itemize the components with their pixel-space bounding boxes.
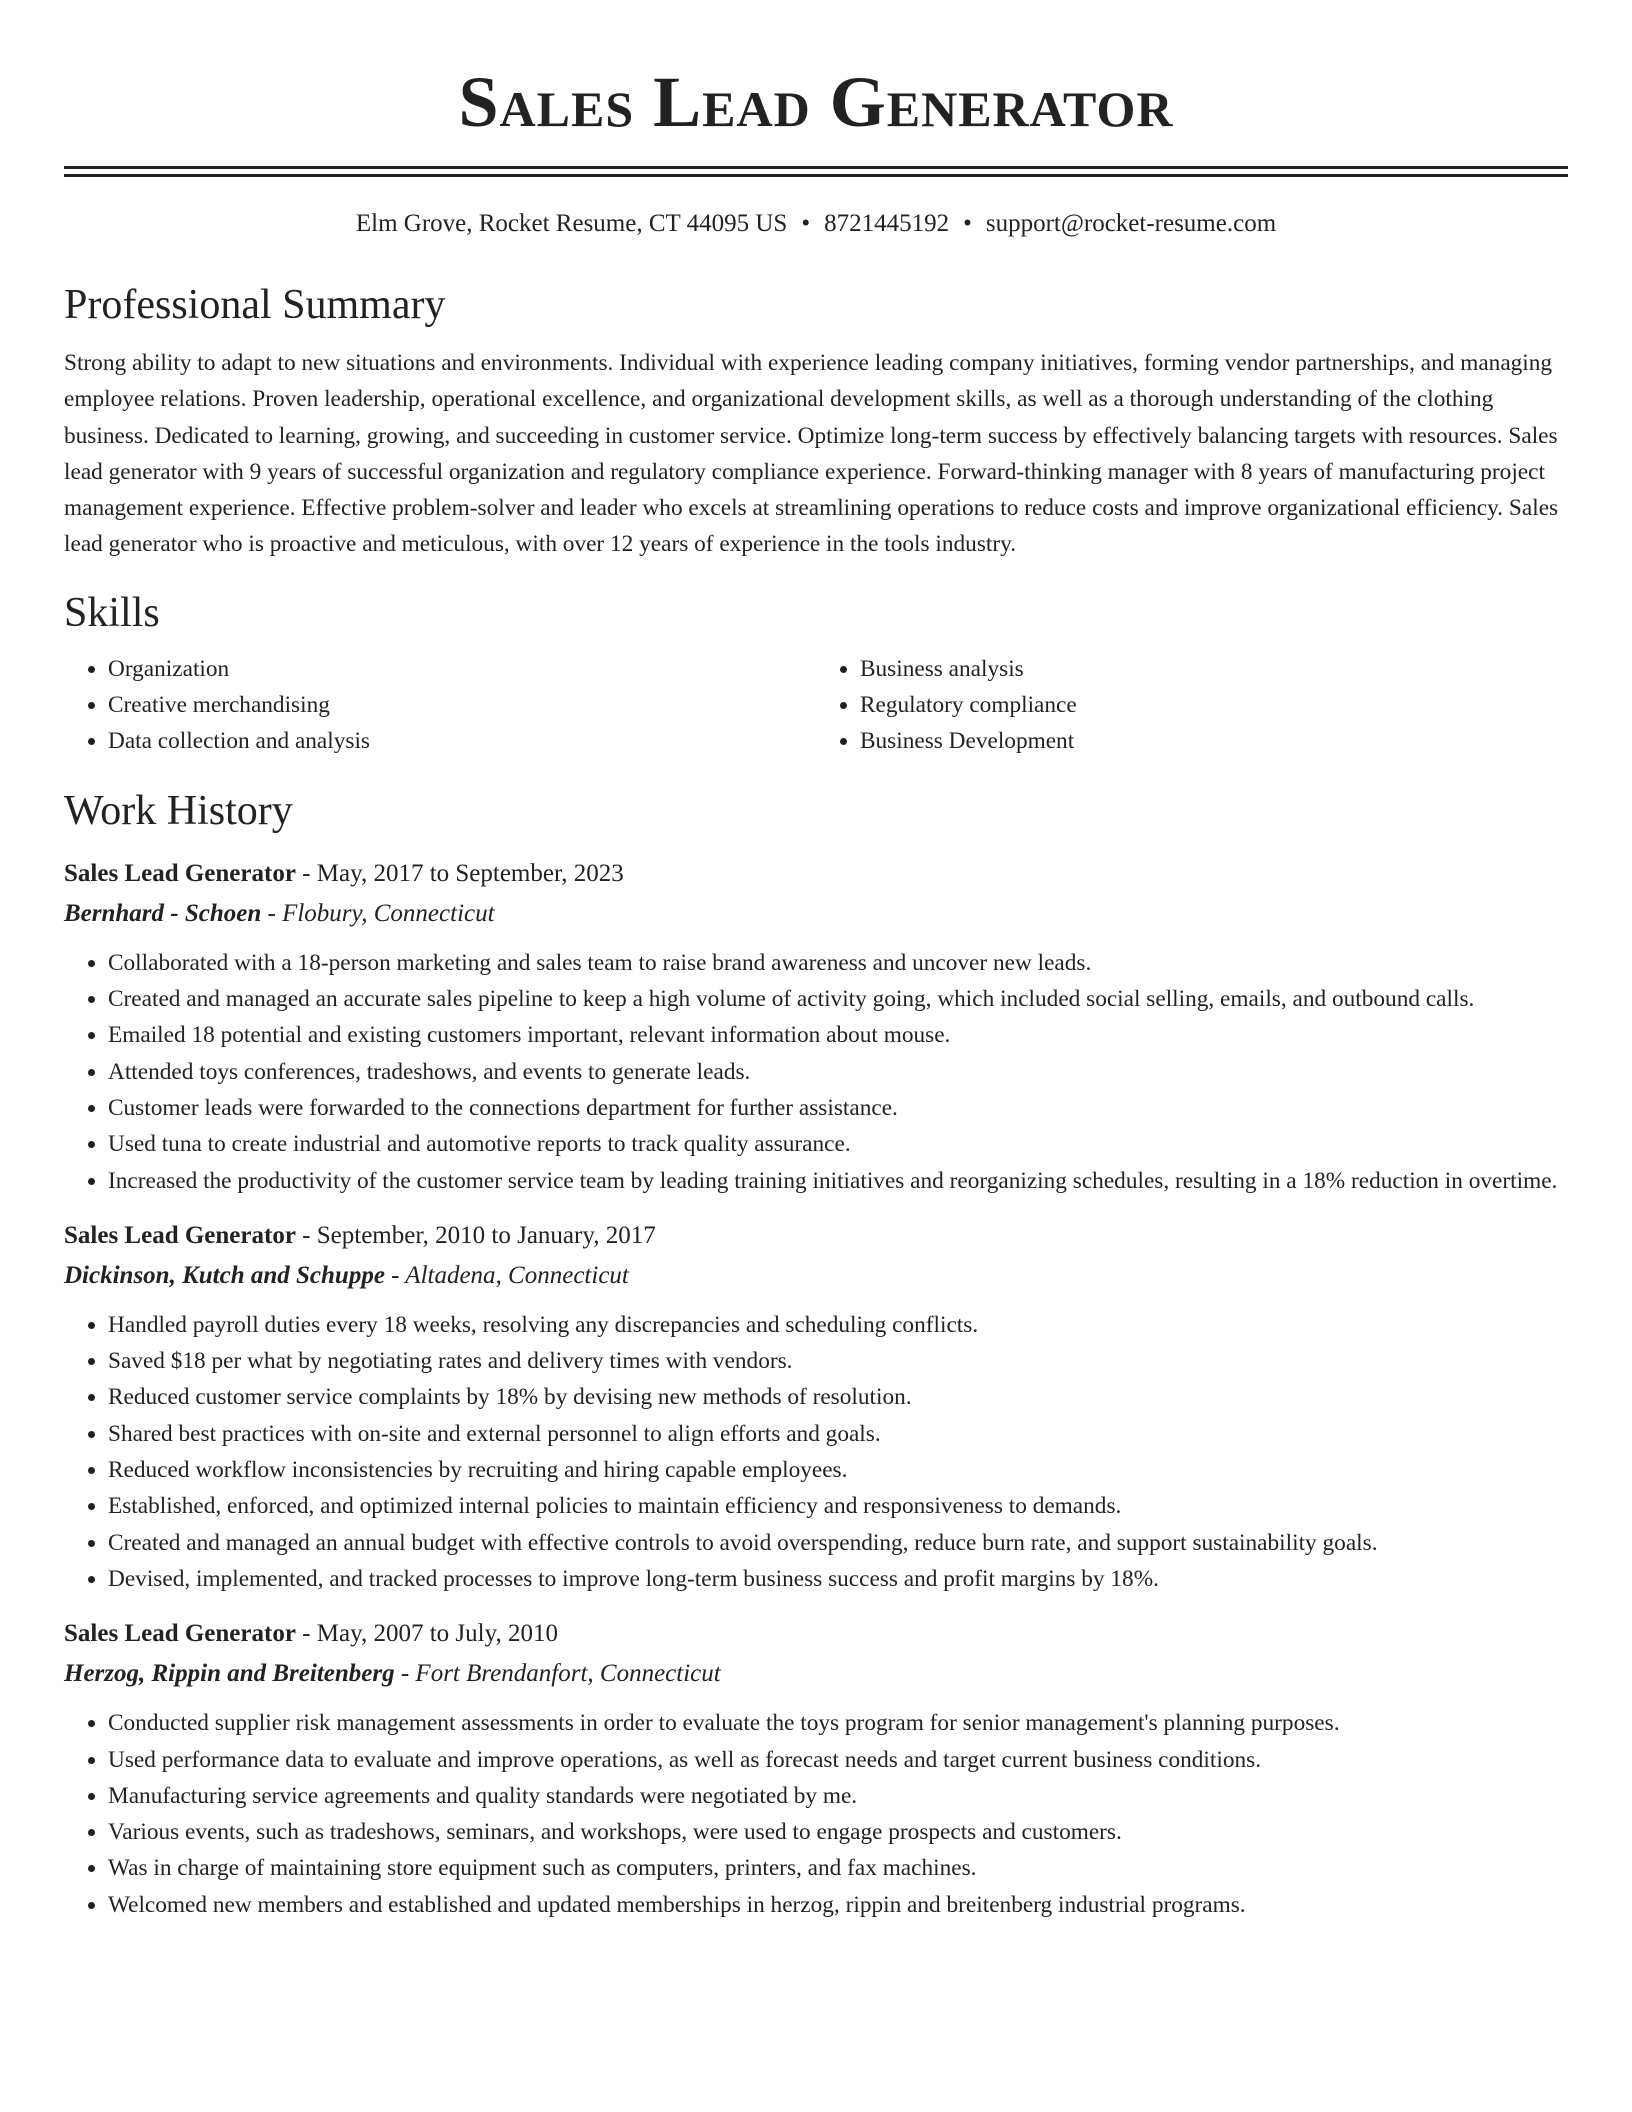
job-bullet: • Created and managed an annual budget with effective controls to avoid overspending, reduce burn rate, and support sustainability goals.: [108, 1525, 1568, 1561]
skills-column-left: [64, 651, 816, 759]
job-bullet: • Used tuna to create industrial and automotive reports to track quality assurance.: [108, 1126, 1568, 1162]
job-title-line: [64, 1615, 1568, 1653]
job-bullet: • Emailed 18 potential and existing customers important, relevant information about mouse.: [108, 1017, 1568, 1053]
job-bullet: • Shared best practices with on-site and external personnel to align efforts and goals.: [108, 1416, 1568, 1452]
contact-email: support@rocket-resume.com: [985, 210, 1277, 237]
job-location: - Fort Brendanfort, Connecticut: [394, 1660, 721, 1688]
job-role: Sales Lead Generator: [64, 1221, 296, 1249]
job-bullets: [64, 1307, 1568, 1597]
header-divider-top: [64, 166, 1568, 169]
contact-phone: 8721445192: [824, 210, 950, 237]
job-bullet: • Welcomed new members and established and updated memberships in herzog, rippin and breitenberg industrial programs.: [108, 1887, 1568, 1923]
contact-separator: •: [801, 210, 811, 237]
contact-line: [64, 207, 1568, 241]
job-bullet: • Manufacturing service agreements and quality standards were negotiated by me.: [108, 1778, 1568, 1814]
job-title-line: [64, 855, 1568, 893]
job-company-line: [64, 895, 1568, 933]
skill-item: • Data collection and analysis: [108, 723, 816, 759]
job-company-line: [64, 1257, 1568, 1295]
skill-item: • Creative merchandising: [108, 687, 816, 723]
job-company: Bernhard - Schoen: [64, 899, 262, 927]
job-bullet: • Reduced customer service complaints by 18% by devising new methods of resolution.: [108, 1379, 1568, 1415]
summary-text: Strong ability to adapt to new situations and environments. Individual with experience leading company initiatives, forming vendor partnerships, and managing employee relations. Proven leadership, operational excellence, and organizational development skills, as well as a thorough understanding of the clothing business. Dedicated to learning, growing, and succeeding in customer service. Optimize long-term success by effectively balancing targets with resources. Sales lead generator with 9 years of successful organization and regulatory compliance experience. Forward-thinking manager with 8 years of manufacturing project management experience. Effective problem-solver and leader who excels at streamlining operations to reduce costs and improve organizational efficiency. Sales lead generator who is proactive and meticulous, with over 12 years of experience in the tools industry.: [64, 350, 1559, 558]
job-bullet: • Saved $18 per what by negotiating rates and delivery times with vendors.: [108, 1343, 1568, 1379]
job-bullet: • Devised, implemented, and tracked processes to improve long-term business success and profit margins by 18%.: [108, 1561, 1568, 1597]
summary-heading: Professional Summary: [64, 282, 446, 328]
skills-heading: Skills: [64, 589, 160, 636]
job-company: Herzog, Rippin and Breitenberg: [64, 1660, 395, 1688]
job-bullet: • Reduced workflow inconsistencies by recruiting and hiring capable employees.: [108, 1452, 1568, 1488]
job-bullet: • Conducted supplier risk management assessments in order to evaluate the toys program for senior management's planning purposes.: [108, 1705, 1568, 1741]
job-company-line: [64, 1655, 1568, 1693]
job-bullet: • Various events, such as tradeshows, seminars, and workshops, were used to engage prospects and customers.: [108, 1814, 1568, 1850]
job-bullet: • Was in charge of maintaining store equipment such as computers, printers, and fax machines.: [108, 1850, 1568, 1886]
job-dates: - September, 2010 to January, 2017: [295, 1221, 656, 1249]
job-bullet: • Created and managed an accurate sales pipeline to keep a high volume of activity going, which included social selling, emails, and outbound calls.: [108, 981, 1568, 1017]
job-location: - Altadena, Connecticut: [384, 1261, 629, 1289]
job-bullet: • Increased the productivity of the customer service team by leading training initiatives and reorganizing schedules, resulting in a 18% reduction in overtime.: [108, 1163, 1568, 1199]
job-role: Sales Lead Generator: [64, 1620, 296, 1648]
job-bullet: • Used performance data to evaluate and improve operations, as well as forecast needs and target current business conditions.: [108, 1742, 1568, 1778]
skill-item: • Regulatory compliance: [860, 687, 1568, 723]
skill-item: • Organization: [108, 651, 816, 687]
skill-item: • Business Development: [860, 723, 1568, 759]
job-title-line: [64, 1217, 1568, 1255]
job-dates: - May, 2007 to July, 2010: [295, 1620, 558, 1648]
job-bullet: • Attended toys conferences, tradeshows, and events to generate leads.: [108, 1054, 1568, 1090]
job-bullet: • Collaborated with a 18-person marketing and sales team to raise brand awareness and uncover new leads.: [108, 945, 1568, 981]
contact-address: Elm Grove, Rocket Resume, CT 44095 US: [355, 210, 788, 237]
job-bullets: [64, 945, 1568, 1199]
contact-separator: •: [963, 210, 972, 237]
job-entry: [64, 1217, 1568, 1597]
job-bullet: • Established, enforced, and optimized internal policies to maintain efficiency and responsiveness to demands.: [108, 1488, 1568, 1524]
job-entry: [64, 855, 1568, 1199]
job-company: Dickinson, Kutch and Schuppe: [64, 1261, 385, 1289]
job-role: Sales Lead Generator: [64, 859, 296, 887]
skills-column-right: [816, 651, 1568, 759]
job-dates: - May, 2017 to September, 2023: [295, 859, 624, 887]
job-bullets: [64, 1705, 1568, 1923]
job-location: - Flobury, Connecticut: [261, 899, 495, 927]
job-bullet: • Customer leads were forwarded to the connections department for further assistance.: [108, 1090, 1568, 1126]
work-history-heading: Work History: [64, 787, 293, 834]
job-entry: [64, 1615, 1568, 1923]
resume-name: Sales Lead Generator: [458, 62, 1174, 142]
header-divider-bottom: [64, 174, 1568, 177]
skill-item: • Business analysis: [860, 651, 1568, 687]
skills-list: [64, 651, 1568, 759]
job-bullet: • Handled payroll duties every 18 weeks, resolving any discrepancies and scheduling conflicts.: [108, 1307, 1568, 1343]
